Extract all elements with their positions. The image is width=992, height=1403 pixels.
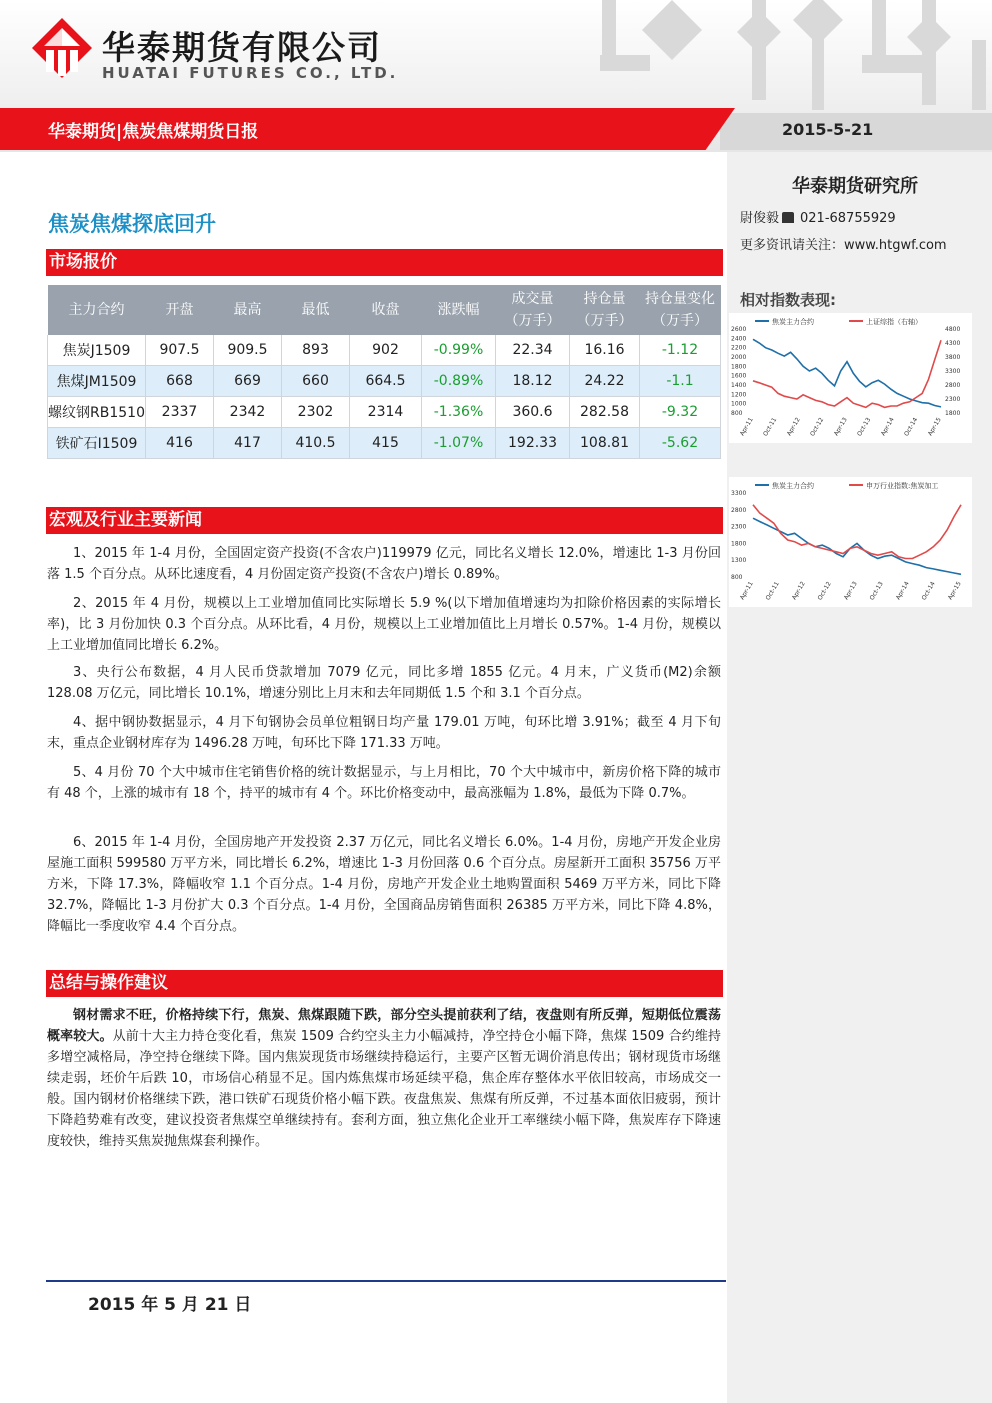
- cell-change: -0.89%: [422, 366, 496, 397]
- phone-icon: [782, 212, 794, 223]
- series-line: [753, 340, 941, 407]
- cell-contract: 焦炭J1509: [48, 335, 146, 366]
- legend-label: 申万行业指数:焦炭加工: [866, 482, 939, 490]
- legend-label: 焦炭主力合约: [772, 318, 814, 326]
- chart-svg-2: [729, 477, 972, 607]
- col-header: [282, 285, 350, 335]
- col-header-text: 最低: [301, 302, 330, 318]
- legend-label: 上证综指（右轴）: [866, 318, 922, 326]
- x-tick-label: Apr-14: [894, 580, 911, 602]
- x-tick-label: Oct-14: [903, 416, 920, 438]
- analyst-contact: [740, 207, 896, 226]
- cell-oi: 16.16: [570, 335, 640, 366]
- company-name-en: HUATAI FUTURES CO., LTD.: [102, 64, 399, 82]
- cell-contract: 螺纹钢RB1510: [48, 397, 146, 428]
- col-header-text: 收盘: [371, 302, 400, 318]
- cell-oi-change: -9.32: [640, 397, 721, 428]
- cell-high: 909.5: [214, 335, 282, 366]
- company-name-cn: 华泰期货有限公司: [102, 28, 382, 67]
- legend-label: 焦炭主力合约: [772, 482, 814, 490]
- cell-low: 660: [282, 366, 350, 397]
- y-tick-label: 1600: [731, 372, 747, 380]
- chart-section-title: 相对指数表现:: [740, 291, 836, 309]
- cell-volume: 360.6: [496, 397, 570, 428]
- cell-open: 668: [146, 366, 214, 397]
- cell-low: 893: [282, 335, 350, 366]
- summary-paragraph: [47, 1005, 721, 1152]
- y-right-tick-label: 1800: [945, 410, 961, 417]
- series-line: [753, 505, 961, 559]
- col-header: [422, 285, 496, 335]
- y-tick-label: 2000: [731, 354, 747, 361]
- col-header: [350, 285, 422, 335]
- cell-open: 907.5: [146, 335, 214, 366]
- col-header-text: 涨跌幅: [437, 302, 480, 318]
- header-decoration: [572, 0, 992, 110]
- x-tick-label: Apr-11: [738, 580, 755, 602]
- cell-contract: 焦煤JM1509: [48, 366, 146, 397]
- news-paragraph: 5、4 月份 70 个大中城市住宅销售价格的统计数据显示，与上月相比，70 个大中城市中，新房价格下降的城市有 48 个，上涨的城市有 18 个，持平的城市有 4 个。环比价格变动中，最高涨幅为 1.8%，最低为下降 0.7%。: [47, 765, 721, 801]
- y-tick-label: 2800: [731, 506, 747, 514]
- x-tick-label: Oct-11: [764, 580, 781, 602]
- col-header: [214, 285, 282, 335]
- report-date: 2015-5-21: [782, 120, 874, 139]
- cell-change: -1.36%: [422, 397, 496, 428]
- x-tick-label: Apr-11: [738, 416, 755, 438]
- cell-volume: 18.12: [496, 366, 570, 397]
- y-tick-label: 1000: [731, 400, 747, 408]
- footer-date: 2015 年 5 月 21 日: [88, 1295, 252, 1315]
- analyst-name: 尉俊毅: [740, 211, 780, 226]
- y-tick-label: 1800: [731, 363, 747, 371]
- cell-volume: 192.33: [496, 428, 570, 459]
- table-row: [48, 397, 721, 428]
- x-tick-label: Oct-14: [920, 580, 937, 602]
- summary-body: 从前十大主力持仓变化看，焦炭 1509 合约空头主力小幅减持，净空持仓小幅下降，焦煤 1509 合约维持多增空减格局，净空持仓继续下降。国内焦炭现货市场继续持稳运行，主要产区暂无调价消息传出；钢材现货市场继续走弱，坯价午后跌 10，市场信心稍显不足。国内炼焦煤市场延续平稳，焦企库存整体水平依旧较高，市场成交一般。国内钢材价格继续下跌，港口铁矿石现货价格小幅下跌。夜盘焦炭、焦煤有所反弹，不过基本面依旧疲弱，预计下降趋势难有改变，建议投资者焦煤空单继续持有。套利方面，独立焦化企业开工率继续小幅下降，焦炭库存下降速度较快，维持买焦炭抛焦煤套利操作。: [47, 1029, 721, 1149]
- col-header: [496, 285, 570, 335]
- company-logo: [30, 16, 94, 80]
- cell-close: 415: [350, 428, 422, 459]
- y-tick-label: 2600: [731, 326, 747, 333]
- section-market: [46, 249, 723, 276]
- news-paragraph: 6、2015 年 1-4 月份，全国房地产开发投资 2.37 万亿元，同比名义增长 6.0%。1-4 月份，房地产开发企业房屋施工面积 599580 万平方米，同比增长 6.2%，增速比 1-3 月份回落 0.6 个百分点。房屋新开工面积 35756 万平方米，下降 17.3%，降幅收窄 1.1 个百分点。1-4 月份，房地产开发企业土地购置面积 5469 万平方米，同比下降 32.7%，降幅比 1-3 月份扩大 0.3 个百分点。1-4 月份，全国商品房销售面积 26385 万平方米，同比下降 4.8%，降幅比一季度收窄 4.4 个百分点。: [47, 835, 721, 934]
- analyst-phone: 021-68755929: [800, 211, 896, 226]
- y-right-tick-label: 4800: [945, 326, 961, 333]
- more-info: [740, 234, 947, 253]
- table-row: [48, 366, 721, 397]
- col-header: [48, 285, 146, 335]
- institute-name: 华泰期货研究所: [792, 176, 918, 197]
- x-tick-label: Apr-12: [790, 580, 807, 602]
- x-tick-label: Oct-13: [856, 416, 873, 438]
- y-right-tick-label: 2800: [945, 382, 961, 389]
- x-tick-label: Apr-13: [842, 580, 859, 602]
- section-market-title: 市场报价: [49, 252, 117, 272]
- col-header-text: 持仓量变化: [645, 291, 715, 307]
- chart-coke-vs-industry: [729, 477, 972, 607]
- col-header: [570, 285, 640, 335]
- news-paragraph: 2、2015 年 4 月份，规模以上工业增加值同比实际增长 5.9 %(以下增加值增速均为扣除价格因素的实际增长率)，比 3 月份加快 0.3 个百分点。从环比看，4 月份，规模以上工业增加值比上月增长 0.57%。1-4 月份，规模以上工业增加值同比增长 6.2%。: [47, 596, 721, 653]
- y-tick-label: 1800: [731, 540, 747, 548]
- cell-volume: 22.34: [496, 335, 570, 366]
- col-header-text: 成交量: [511, 291, 554, 307]
- y-right-tick-label: 3800: [945, 354, 961, 361]
- table-row: [48, 428, 721, 459]
- cell-oi-change: -5.62: [640, 428, 721, 459]
- quote-header-row: [48, 285, 721, 335]
- news-paragraph: 4、据中钢协数据显示，4 月下旬钢协会员单位粗钢日均产量 179.01 万吨，旬环比增 3.91%；截至 4 月下旬末，重点企业钢材库存为 1496.28 万吨，旬环比下降 171.33 万吨。: [47, 715, 721, 751]
- col-header-text: 持仓量: [583, 291, 626, 307]
- cell-oi-change: -1.1: [640, 366, 721, 397]
- cell-contract: 铁矿石I1509: [48, 428, 146, 459]
- cell-open: 416: [146, 428, 214, 459]
- cell-close: 664.5: [350, 366, 422, 397]
- cell-oi: 108.81: [570, 428, 640, 459]
- cell-change: -1.07%: [422, 428, 496, 459]
- cell-high: 2342: [214, 397, 282, 428]
- x-tick-label: Apr-13: [832, 416, 849, 438]
- x-tick-label: Oct-11: [762, 416, 779, 438]
- cell-high: 417: [214, 428, 282, 459]
- col-header-unit: （万手）: [504, 313, 561, 329]
- col-header-text: 开盘: [165, 302, 194, 318]
- section-summary-title: 总结与操作建议: [49, 973, 168, 993]
- main-title: 焦炭焦煤探底回升: [48, 212, 216, 236]
- footer-divider: [46, 1280, 726, 1282]
- col-header-unit: （万手）: [652, 313, 708, 329]
- y-tick-label: 2200: [731, 344, 747, 352]
- col-header: [640, 285, 721, 335]
- y-tick-label: 1400: [731, 382, 747, 389]
- x-tick-label: Oct-12: [816, 580, 833, 602]
- y-tick-label: 2400: [731, 335, 747, 343]
- cell-close: 2314: [350, 397, 422, 428]
- y-right-tick-label: 2300: [945, 396, 961, 403]
- cell-oi: 24.22: [570, 366, 640, 397]
- cell-oi-change: -1.12: [640, 335, 721, 366]
- section-summary: [46, 970, 723, 997]
- y-tick-label: 800: [731, 410, 743, 417]
- x-tick-label: Apr-15: [926, 416, 943, 438]
- cell-close: 902: [350, 335, 422, 366]
- website-link[interactable]: www.htgwf.com: [844, 238, 947, 253]
- summary-lead: 钢材需求不旺，价格持续下行，焦炭、焦煤跟随下跌，部分空头提前获利了结，夜盘则有所反弹，短期低位震荡概率较大。: [47, 1008, 721, 1044]
- cell-low: 410.5: [282, 428, 350, 459]
- cell-high: 669: [214, 366, 282, 397]
- cell-oi: 282.58: [570, 397, 640, 428]
- cell-change: -0.99%: [422, 335, 496, 366]
- y-right-tick-label: 3300: [945, 368, 961, 375]
- y-right-tick-label: 4300: [945, 340, 961, 347]
- report-title: 华泰期货|焦炭焦煤期货日报: [48, 122, 259, 142]
- table-row: [48, 335, 721, 366]
- col-header-unit: （万手）: [576, 313, 633, 329]
- col-header: [146, 285, 214, 335]
- cell-open: 2337: [146, 397, 214, 428]
- chart-svg-1: [729, 313, 972, 443]
- section-news: [46, 507, 723, 534]
- news-paragraph: 1、2015 年 1-4 月份，全国固定资产投资(不含农户)119979 亿元，同比名义增长 12.0%，增速比 1-3 月份回落 1.5 个百分点。从环比速度看，4 月份固定资产投资(不含农户)增长 0.89%。: [47, 546, 721, 582]
- x-tick-label: Oct-12: [809, 416, 826, 438]
- x-tick-label: Oct-13: [868, 580, 885, 602]
- section-news-title: 宏观及行业主要新闻: [49, 510, 202, 530]
- more-info-label: 更多资讯请关注：: [740, 238, 845, 253]
- col-header-text: 主力合约: [68, 302, 125, 318]
- y-tick-label: 2300: [731, 523, 747, 531]
- y-tick-label: 1300: [731, 557, 747, 565]
- y-tick-label: 1200: [731, 391, 747, 399]
- col-header-text: 最高: [233, 302, 262, 318]
- chart-coke-vs-shanghai: [729, 313, 972, 443]
- x-tick-label: Apr-14: [879, 416, 896, 438]
- y-tick-label: 800: [731, 574, 743, 581]
- news-paragraph: 3、央行公布数据，4 月人民币贷款增加 7079 亿元，同比多增 1855 亿元。4 月末，广义货币(M2)余额 128.08 万亿元，同比增长 10.1%，增速分别比上月末和去年同期低 1.5 个和 3.1 个百分点。: [47, 665, 721, 701]
- x-tick-label: Apr-12: [785, 416, 802, 438]
- y-tick-label: 3300: [731, 490, 747, 497]
- cell-low: 2302: [282, 397, 350, 428]
- x-tick-label: Apr-15: [946, 580, 963, 602]
- quote-table: [47, 285, 721, 459]
